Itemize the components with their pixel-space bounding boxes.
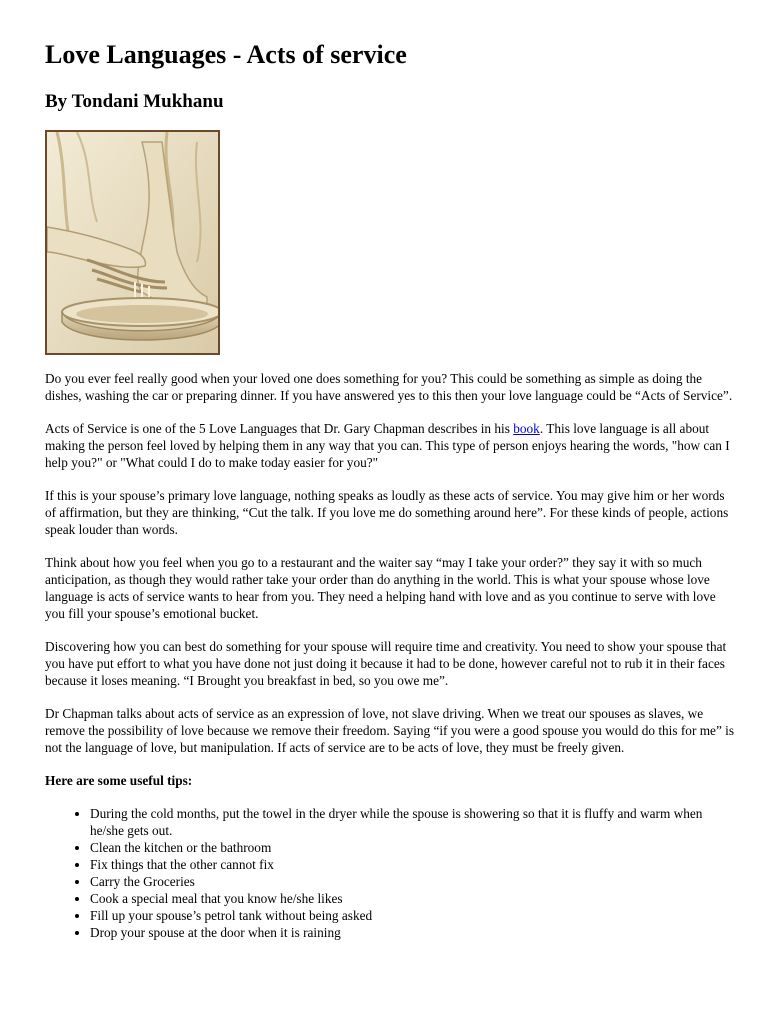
paragraph-1: Do you ever feel really good when your loved one does something for you? This could be something as simple as doing the dishes, washing the car or preparing dinner. If you have answered yes to this then your love language could be “Acts of Service”.	[45, 371, 733, 403]
document-title: Love Languages - Acts of service	[45, 40, 407, 69]
article-body	[45, 370, 735, 941]
tip-item: • Clean the kitchen or the bathroom	[90, 839, 735, 856]
paragraph-4: Think about how you feel when you go to a restaurant and the waiter say “may I take your order?” they say it with so much anticipation, as though they would rather take your order than do anything in the world. This is what your spouse whose love language is acts of service wants to hear from you. They need a helping hand with love and as you continue to serve with love you fill your spouse’s emotional bucket.	[45, 555, 716, 621]
tip-item: • Carry the Groceries	[90, 873, 735, 890]
document-author: By Tondani Mukhanu	[45, 91, 224, 112]
tips-list	[45, 805, 735, 941]
paragraph-2	[45, 420, 735, 471]
paragraph-2-rest: . This love language is all about making the person feel loved by helping them in any way that you can. This type of person enjoys hearing the words, "how can I help you?" or "What could I do to make today easier for you?"	[45, 421, 730, 470]
tip-item: • Drop your spouse at the door when it is raining	[90, 924, 735, 941]
paragraph-3: If this is your spouse’s primary love language, nothing speaks as loudly as these acts of service. You may give him or her words of affirmation, but they are thinking, “Cut the talk. If you love me do something around here”. For these kinds of people, actions speak louder than words.	[45, 488, 729, 537]
paragraph-2-lead: Acts of Service is one of the 5 Love Languages that Dr. Gary Chapman describes in his	[45, 421, 514, 436]
tip-item: • Fix things that the other cannot fix	[90, 856, 735, 873]
tips-heading: Here are some useful tips:	[45, 773, 193, 788]
foot-washing-relief-icon	[47, 132, 218, 353]
foot-washing-image	[45, 130, 220, 355]
paragraph-6: Dr Chapman talks about acts of service as an expression of love, not slave driving. When we treat our spouses as slaves, we remove the possibility of love because we remove their freedom. Saying “if you were a good spouse you would do this for me” is not the language of love, but manipulation. If acts of service are to be acts of love, they must be freely given.	[45, 706, 735, 755]
tip-item: • Fill up your spouse’s petrol tank without being asked	[90, 907, 735, 924]
book-link[interactable]: book	[513, 421, 540, 436]
paragraph-5: Discovering how you can best do something for your spouse will require time and creativity. You need to show your spouse that you have put effort to what you have done not just doing it because it had to be done, however careful not to rub it in their faces because it loses meaning. “I Brought you breakfast in bed, so you owe me”.	[45, 639, 727, 688]
tip-item: • During the cold months, put the towel in the dryer while the spouse is showering so that it is fluffy and warm when he/she gets out.	[90, 805, 735, 839]
tip-item: • Cook a special meal that you know he/she likes	[90, 890, 735, 907]
